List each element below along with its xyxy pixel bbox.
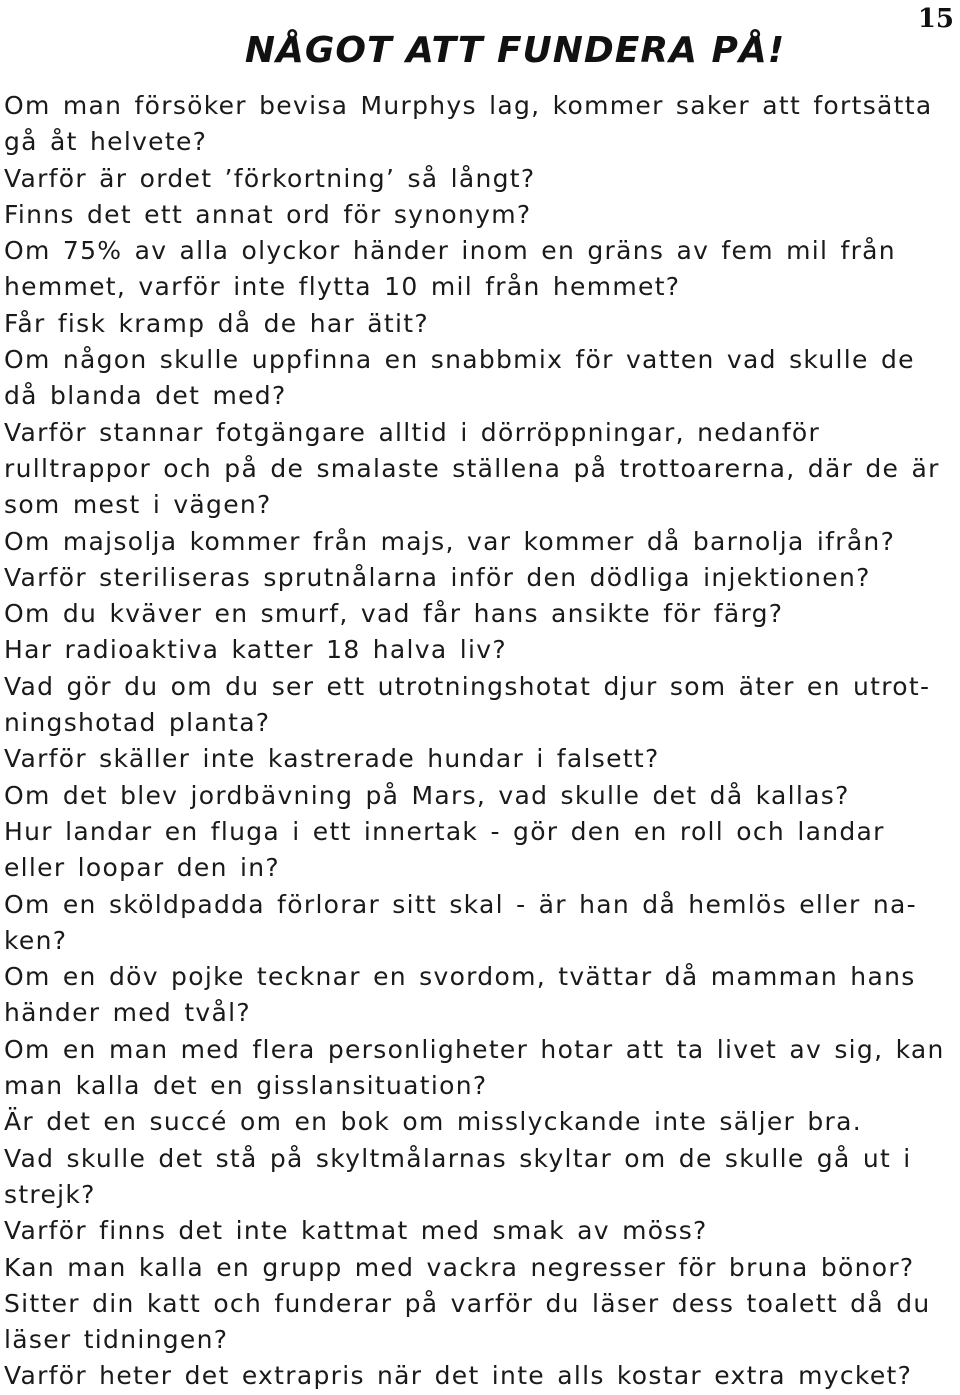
question-item: Varför skäller inte kastrerade hundar i falsett? — [4, 744, 660, 774]
question-item: Får fisk kramp då de har ätit? — [4, 308, 429, 338]
question-item: Om en man med flera personligheter hotar att ta livet av sig, kan man kalla det en gisslansituation? — [4, 1034, 945, 1101]
question-item: Vad gör du om du ser ett utrotningshotat djur som äter en utrotningshotad planta? — [4, 671, 929, 738]
question-item: Kan man kalla en grupp med vackra negresser för bruna bönor? — [4, 1252, 915, 1282]
question-item: Om en döv pojke tecknar en svordom, tvättar då mamman hans händer med tvål? — [4, 962, 916, 1028]
question-item: Varför stannar fotgängare alltid i dörröppningar, nedanför rulltrappor och på de smalaste ställena på trottoarerna, där de är som mest i vägen? — [4, 417, 940, 520]
question-item: Har radioaktiva katter 18 halva liv? — [4, 635, 507, 665]
question-item: Vad skulle det stå på skyltmålarnas skyltar om de skulle gå ut i strejk? — [4, 1143, 912, 1209]
question-item: Varför steriliseras sprutnålarna inför den dödliga injektionen? — [4, 562, 871, 592]
question-item: Om man försöker bevisa Murphys lag, kommer saker att fortsätta gå åt helvete? — [4, 91, 933, 157]
question-item: Om det blev jordbävning på Mars, vad skulle det då kallas? — [4, 780, 850, 810]
question-item: Varför finns det inte kattmat med smak av möss? — [4, 1216, 708, 1246]
question-item: Varför heter det extrapris när det inte alls kostar extra mycket? — [4, 1361, 913, 1391]
question-item: Sitter din katt och funderar på varför du läser dess toalett då du läser tidningen? — [4, 1288, 931, 1355]
page-number: 15 — [917, 4, 954, 34]
question-item: Finns det ett annat ord för synonym? — [4, 199, 532, 229]
question-item: Om någon skulle uppfinna en snabbmix för vatten vad skulle de då blanda det med? — [4, 345, 915, 411]
question-item: Varför är ordet ’förkortning’ så långt? — [4, 163, 536, 193]
question-list — [4, 88, 954, 1395]
question-item: Om 75% av alla olyckor händer inom en gräns av fem mil från hemmet, varför inte flytta 10 mil från hemmet? — [4, 236, 896, 302]
question-item: Hur landar en fluga i ett innertak - gör den en roll och landar eller loopar den in? — [4, 816, 885, 883]
question-item: Är det en succé om en bok om misslyckande inte säljer bra. — [4, 1107, 862, 1137]
question-item: Om majsolja kommer från majs, var kommer då barnolja ifrån? — [4, 526, 896, 556]
page-title: NÅGOT ATT FUNDERA PÅ! — [244, 30, 786, 71]
question-item: Om du kväver en smurf, vad får hans ansikte för färg? — [4, 599, 784, 629]
question-item: Om en sköldpadda förlorar sitt skal - är han då hemlös eller naken? — [4, 889, 916, 955]
